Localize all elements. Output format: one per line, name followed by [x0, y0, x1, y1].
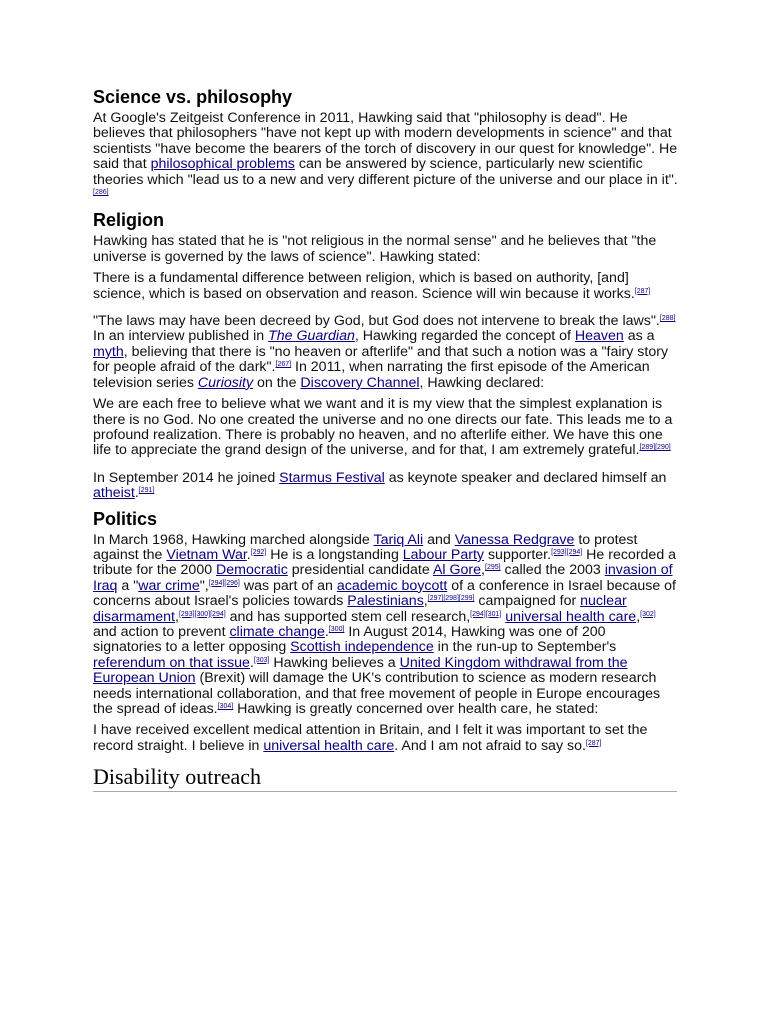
text: Hawking believes a — [269, 654, 400, 671]
text: can be answered by science, particularly new scientific theories which "lead us to a new and very different picture of the universe and our place in it". — [93, 156, 678, 188]
link-uk-withdrawal-from-eu[interactable]: United Kingdom withdrawal from the European Union — [93, 654, 628, 687]
quote-text: We are each free to believe what we want and it is my view that the simplest explanation is there is no God. No one created the universe and no one directs our fate. This leads me to a profound realization. There is probably no heaven, and no afterlife either. We have this one life to appreciate the grand design of the universe, and for that, I am extremely grateful. — [93, 396, 673, 459]
text: to protest against the — [93, 531, 638, 563]
text: of a conference in Israel because of concerns about Israel's policies towards — [93, 577, 676, 610]
heading-disability-outreach: Disability outreach — [93, 764, 677, 792]
text: (Brexit) will damage the UK's contribution to science as modern research needs international collaboration, and that free movement of people in Europe encourages the spread of ideas. — [93, 670, 661, 717]
citation-304[interactable]: [304] — [217, 703, 234, 710]
text: , — [636, 608, 641, 625]
citation-288[interactable]: [288] — [659, 315, 676, 323]
text: , — [423, 593, 428, 610]
text: called the 2003 — [500, 562, 605, 579]
quote-text: There is a fundamental difference between religion, which is based on authority, [and] science, which is based on observation and reason. Science will win because it works. — [93, 270, 635, 302]
citation-295[interactable]: [295] — [485, 564, 501, 572]
text: He recorded a tribute for the 2000 — [93, 546, 677, 579]
link-vietnam-war[interactable]: Vietnam War — [166, 546, 247, 563]
text: and — [423, 531, 455, 548]
religion-quote-2 — [93, 397, 678, 459]
text: , — [175, 608, 179, 625]
text: as a — [623, 328, 655, 345]
citation-287[interactable]: [287] — [634, 287, 651, 295]
text: on the — [253, 374, 301, 391]
link-discovery-channel[interactable]: Discovery Channel — [300, 374, 420, 391]
link-invasion-of-iraq[interactable]: invasion of Iraq — [93, 562, 673, 594]
citation-267[interactable]: [267] — [275, 361, 292, 369]
link-palestinians[interactable]: Palestinians — [347, 593, 424, 610]
link-scottish-independence[interactable]: Scottish independence — [290, 639, 434, 656]
link-democratic[interactable]: Democratic — [216, 562, 288, 579]
link-universal-health-care[interactable]: universal health care — [505, 608, 637, 625]
link-philosophical-problems[interactable]: philosophical problems — [150, 156, 295, 173]
heading-religion: Religion — [93, 210, 164, 231]
link-vanessa-redgrave[interactable]: Vanessa Redgrave — [454, 531, 575, 548]
text: campaigned for — [474, 593, 581, 610]
link-myth[interactable]: myth — [93, 343, 124, 360]
religion-quote-1 — [93, 271, 678, 302]
text: as keynote speaker and declared himself an — [384, 469, 667, 486]
citation-300[interactable]: [300] — [328, 625, 345, 633]
link-starmus-festival[interactable]: Starmus Festival — [279, 469, 385, 486]
link-climate-change[interactable]: climate change — [229, 623, 325, 640]
link-al-gore[interactable]: Al Gore — [432, 562, 482, 579]
heading-politics: Politics — [93, 508, 158, 529]
text: In March 1968, Hawking marched alongside — [93, 531, 374, 548]
link-atheist[interactable]: atheist — [93, 485, 135, 502]
citation-294-296[interactable]: [294][296] — [208, 579, 240, 587]
text: . — [134, 485, 139, 502]
text: was part of an — [239, 577, 337, 594]
text: a " — [117, 577, 139, 594]
text: In September 2014 he joined — [93, 469, 280, 486]
text: presidential candidate — [287, 562, 433, 579]
religion-paragraph-1: Hawking has stated that he is "not religious in the normal sense" and he believes that "the universe is governed by the laws of science". Hawking stated: — [93, 233, 657, 265]
text: and has supported stem cell research, — [225, 608, 471, 625]
citation-286[interactable]: [286] — [93, 189, 109, 197]
link-the-guardian[interactable]: The Guardian — [268, 328, 355, 345]
text: At Google's Zeitgeist Conference in 2011, Hawking said that "philosophy is dead". He believes that philosophers "have not kept up with modern developments in science" and that scientists "have become the bearers of the torch of discovery in our quest for knowledge". He said that — [93, 110, 678, 173]
link-academic-boycott[interactable]: academic boycott — [336, 577, 448, 594]
text: in the run-up to September's — [433, 639, 617, 656]
religion-paragraph-3 — [93, 471, 678, 502]
citation-303[interactable]: [303] — [253, 656, 270, 664]
text: Hawking is greatly concerned over health care, he stated: — [233, 701, 599, 717]
link-tariq-ali[interactable]: Tariq Ali — [373, 531, 424, 548]
text: . — [249, 654, 254, 671]
text: In an interview published in — [93, 328, 269, 345]
text: In 2011, when narrating the first episode of the American television series — [93, 359, 650, 391]
text: , Hawking regarded the concept of — [354, 328, 575, 345]
text: ", — [199, 577, 209, 594]
article-content — [93, 86, 678, 792]
text: and action to prevent — [93, 623, 230, 640]
link-heaven[interactable]: Heaven — [574, 328, 624, 345]
citation-291[interactable]: [291] — [138, 487, 155, 495]
citation-289-290[interactable]: [289][290] — [639, 444, 671, 452]
citation-294-301[interactable]: [294][301] — [470, 610, 502, 618]
text: , Hawking declared: — [419, 374, 545, 391]
heading-science-vs-philosophy: Science vs. philosophy — [93, 87, 293, 107]
citation-302[interactable]: [302] — [640, 610, 656, 618]
text: , believing that there is "no heaven or afterlife" and that such a notion was a "fairy story for people afraid of the dark". — [93, 343, 669, 376]
link-labour-party[interactable]: Labour Party — [402, 546, 485, 563]
text: , — [481, 562, 485, 579]
text: supporter. — [484, 546, 552, 563]
link-war-crime[interactable]: war crime — [138, 577, 200, 594]
politics-quote — [93, 723, 678, 754]
politics-paragraph — [93, 533, 678, 718]
citation-293-300-294[interactable]: [293][300][294] — [178, 610, 226, 618]
citation-293-294[interactable]: [293][294] — [551, 548, 583, 556]
text: In August 2014, Hawking was one of 200 signatories to a letter opposing — [93, 623, 606, 656]
citation-287-politics[interactable]: [287] — [585, 739, 602, 747]
link-universal-health-care-quote[interactable]: universal health care — [263, 737, 395, 754]
religion-paragraph-2 — [93, 314, 678, 391]
science-paragraph — [93, 111, 678, 203]
link-nuclear-disarmament[interactable]: nuclear disarmament — [93, 593, 627, 625]
link-curiosity[interactable]: Curiosity — [197, 374, 254, 391]
text: . — [324, 623, 329, 640]
citation-297-298-299[interactable]: [297][298][299] — [427, 595, 475, 603]
link-referendum-on-that-issue[interactable]: referendum on that issue — [93, 654, 250, 671]
text: "The laws may have been decreed by God, but God does not intervene to break the laws". — [93, 313, 660, 330]
text: . — [246, 546, 251, 563]
text: He is a longstanding — [266, 546, 403, 563]
quote-text: . And I am not afraid to say so. — [394, 737, 586, 754]
quote-text: I have received excellent medical attention in Britain, and I felt it was important to set the record straight. I believe in — [93, 722, 648, 754]
citation-292[interactable]: [292] — [250, 548, 267, 556]
